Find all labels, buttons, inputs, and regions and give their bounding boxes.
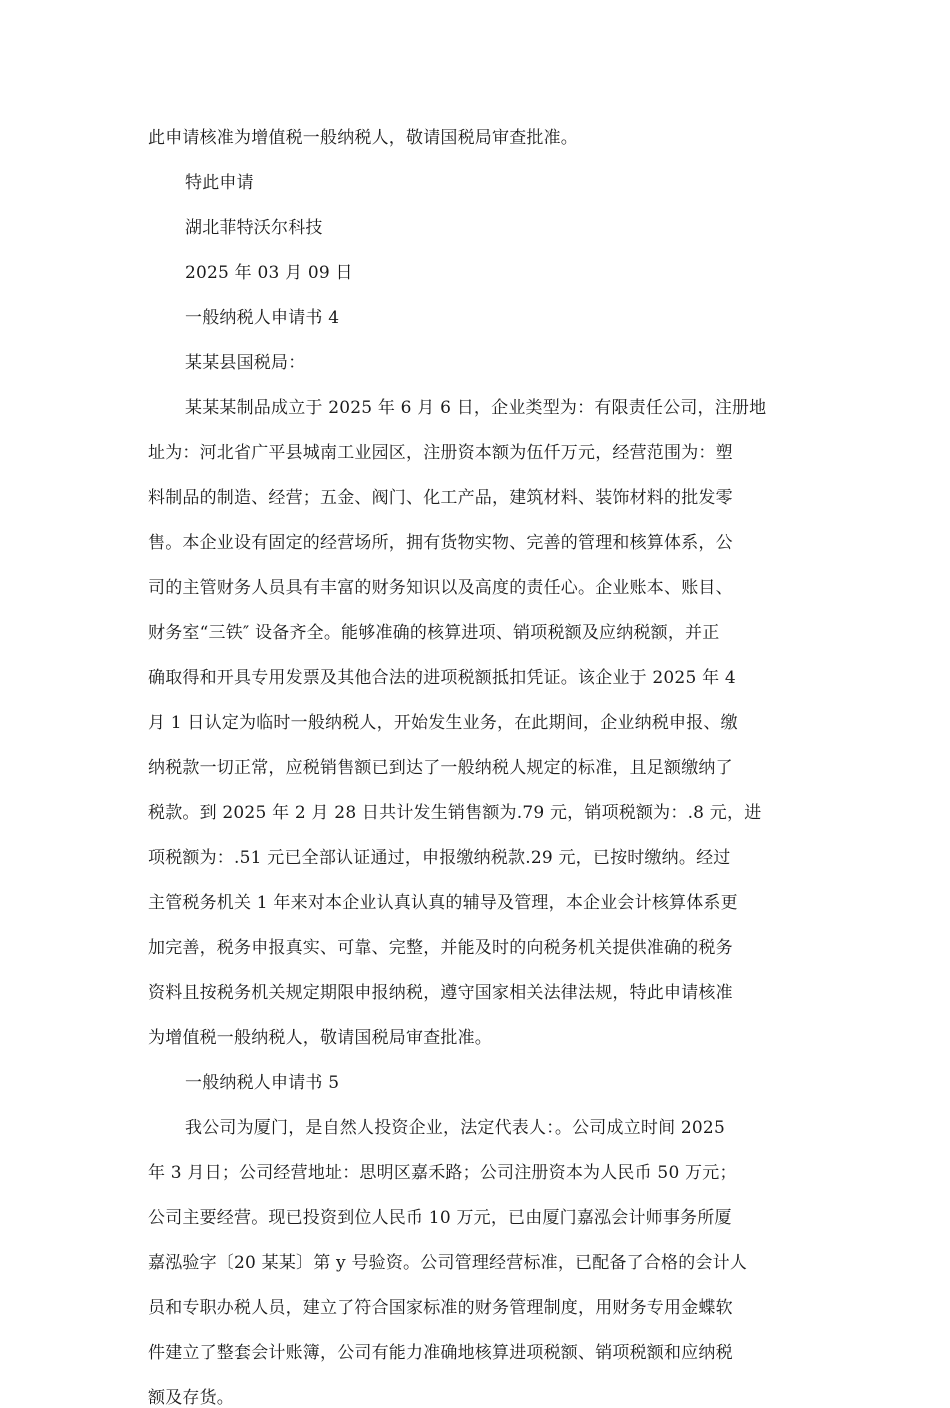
text-line: 湖北菲特沃尔科技: [185, 218, 323, 238]
text-line: 一般纳税人申请书 5: [185, 1073, 340, 1093]
text-line: 确取得和开具专用发票及其他合法的进项税额抵扣凭证。该企业于 2025 年 4: [148, 668, 736, 688]
text-line: 月 1 日认定为临时一般纳税人，开始发生业务，在此期间，企业纳税申报、缴: [148, 713, 738, 733]
text-line: 司的主管财务人员具有丰富的财务知识以及高度的责任心。企业账本、账目、: [148, 578, 733, 598]
text-line: 项税额为：.51 元已全部认证通过，申报缴纳税款.29 元，已按时缴纳。经过: [148, 848, 731, 868]
text-line: 料制品的制造、经营；五金、阀门、化工产品，建筑材料、装饰材料的批发零: [148, 488, 733, 508]
text-line: 某某某制品成立于 2025 年 6 月 6 日，企业类型为：有限责任公司，注册地: [185, 398, 767, 418]
text-line: 纳税款一切正常，应税销售额已到达了一般纳税人规定的标准，且足额缴纳了: [148, 758, 733, 778]
text-line: 资料且按税务机关规定期限申报纳税，遵守国家相关法律法规，特此申请核准: [148, 983, 733, 1003]
text-line: 址为：河北省广平县城南工业园区，注册资本额为伍仟万元，经营范围为：塑: [148, 443, 733, 463]
text-line: 此申请核准为增值税一般纳税人，敬请国税局审查批准。: [148, 128, 578, 148]
text-line: 员和专职办税人员，建立了符合国家标准的财务管理制度，用财务专用金蝶软: [148, 1298, 733, 1318]
text-line: 主管税务机关 1 年来对本企业认真认真的辅导及管理，本企业会计核算体系更: [148, 893, 738, 913]
text-line: 我公司为厦门，是自然人投资企业，法定代表人：。公司成立时间 2025: [185, 1118, 725, 1138]
text-line: 特此申请: [185, 173, 254, 193]
text-line: 额及存货。: [148, 1388, 234, 1408]
text-line: 件建立了整套会计账簿，公司有能力准确地核算进项税额、销项税额和应纳税: [148, 1343, 733, 1363]
text-line: 税款。到 2025 年 2 月 28 日共计发生销售额为.79 元，销项税额为：.8 元，进: [148, 803, 762, 823]
text-line: 嘉泓验字〔20 某某〕第 y 号验资。公司管理经营标准，已配备了合格的会计人: [148, 1253, 748, 1273]
text-line: 公司主要经营。现已投资到位人民币 10 万元，已由厦门嘉泓会计师事务所厦: [148, 1208, 732, 1228]
text-line: 一般纳税人申请书 4: [185, 308, 340, 328]
text-line: 为增值税一般纳税人，敬请国税局审查批准。: [148, 1028, 492, 1048]
text-line: 2025 年 03 月 09 日: [185, 263, 353, 283]
text-line: 年 3 月日；公司经营地址：思明区嘉禾路；公司注册资本为人民币 50 万元；: [148, 1163, 737, 1183]
text-line: 财务室“三铁″ 设备齐全。能够准确的核算进项、销项税额及应纳税额，并正: [148, 623, 720, 643]
text-line: 某某县国税局：: [185, 353, 306, 373]
text-line: 售。本企业设有固定的经营场所，拥有货物实物、完善的管理和核算体系，公: [148, 533, 733, 553]
text-line: 加完善，税务申报真实、可靠、完整，并能及时的向税务机关提供准确的税务: [148, 938, 733, 958]
